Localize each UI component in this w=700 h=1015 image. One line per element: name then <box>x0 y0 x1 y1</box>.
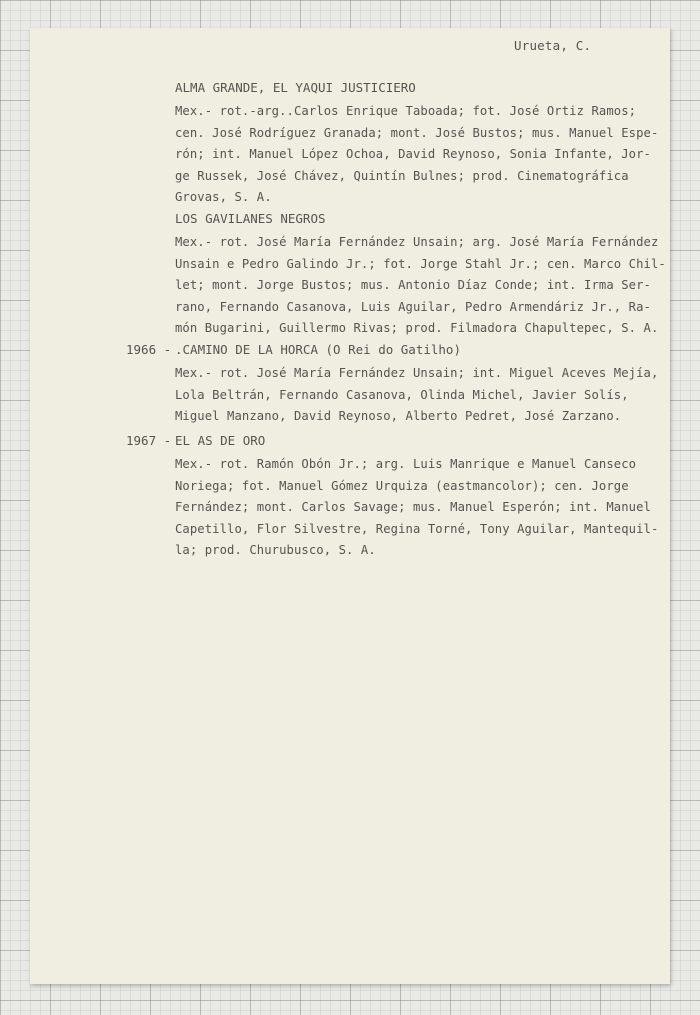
entry-line: Fernández; mont. Carlos Savage; mus. Manuel Esperón; int. Manuel <box>175 500 651 514</box>
entry-title: .CAMINO DE LA HORCA (O Rei do Gatilho) <box>175 342 461 357</box>
entry-line: Capetillo, Flor Silvestre, Regina Torné, Tony Aguilar, Mantequil- <box>175 521 659 536</box>
entry-year: 1966 - <box>126 342 172 357</box>
entry-body <box>175 454 658 562</box>
entry-title: ALMA GRANDE, EL YAQUI JUSTICIERO <box>175 80 416 95</box>
entry-title: LOS GAVILANES NEGROS <box>175 211 326 226</box>
entry-line: Unsain e Pedro Galindo Jr.; fot. Jorge Stahl Jr.; cen. Marco Chil- <box>175 256 666 271</box>
entry-line: ge Russek, José Chávez, Quintín Bulnes; prod. Cinematográfica <box>175 168 629 183</box>
entry-line: rón; int. Manuel López Ochoa, David Reynoso, Sonia Infante, Jor- <box>175 147 651 161</box>
entry-line: Grovas, S. A. <box>175 190 272 204</box>
entry-line: Mex.- rot. José María Fernández Unsain; int. Miguel Aceves Mejía, <box>175 366 659 380</box>
entry-line: Miguel Manzano, David Reynoso, Alberto Pedret, José Zarzano. <box>175 409 622 423</box>
index-card <box>30 28 670 984</box>
entry-line: Mex.- rot.-arg..Carlos Enrique Taboada; fot. José Ortiz Ramos; <box>175 104 637 118</box>
entry-line: let; mont. Jorge Bustos; mus. Antonio Díaz Conde; int. Irma Ser- <box>175 278 651 292</box>
entry-line: Lola Beltrán, Fernando Casanova, Olinda Michel, Javier Solís, <box>175 387 629 402</box>
entry-line: cen. José Rodríguez Granada; mont. José Bustos; mus. Manuel Espe- <box>175 125 659 140</box>
entry-line: rano, Fernando Casanova, Luis Aguilar, Pedro Armendáriz Jr., Ra- <box>175 299 651 314</box>
author-heading: Urueta, C. <box>514 38 592 53</box>
entry-line: món Bugarini, Guillermo Rivas; prod. Filmadora Chapultepec, S. A. <box>175 321 659 335</box>
entry-line: Mex.- rot. José María Fernández Unsain; arg. José María Fernández <box>175 235 659 249</box>
entry-body <box>175 101 658 209</box>
entry-body <box>175 363 658 428</box>
entry-line: Noriega; fot. Manuel Gómez Urquiza (eastmancolor); cen. Jorge <box>175 478 629 493</box>
entry-title: EL AS DE ORO <box>175 433 266 448</box>
entry-year: 1967 - <box>126 433 172 448</box>
entry-line: Mex.- rot. Ramón Obón Jr.; arg. Luis Manrique e Manuel Canseco <box>175 457 637 471</box>
entry-line: la; prod. Churubusco, S. A. <box>175 543 376 557</box>
entry-body <box>175 232 666 340</box>
